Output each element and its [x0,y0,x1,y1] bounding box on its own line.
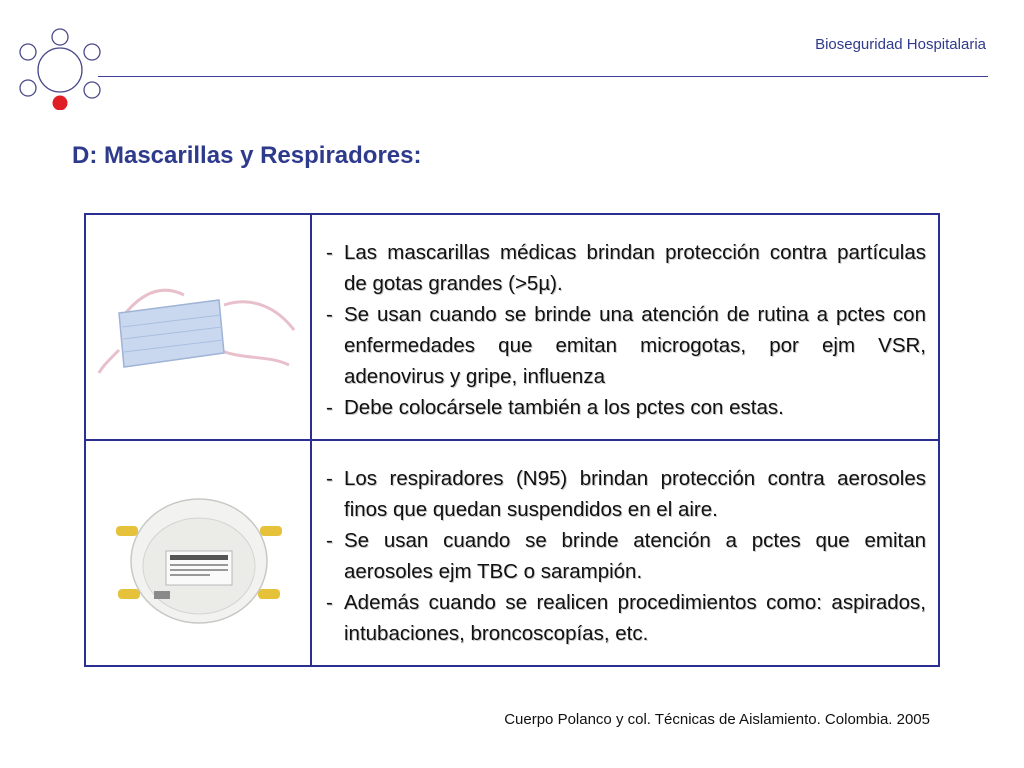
table-row [86,441,938,665]
text-cell [314,441,938,665]
list-item: - Las mascarillas médicas brindan protección contra partículas de gotas grandes (>5µ). [324,237,926,299]
list-item: - Se usan cuando se brinde una atención de rutina a pctes con enfermedades que emitan microgotas, por ejm VSR, adenovirus y gripe, influenza [324,299,926,392]
content-table [84,213,940,667]
surgical-mask-icon [94,275,304,395]
logo-circles-icon [0,0,110,110]
list-item: - Se usan cuando se brinde atención a pctes que emitan aerosoles ejm TBC o sarampión. [324,525,926,587]
slide-title: D: Mascarillas y Respiradores: [72,142,422,169]
image-cell [86,441,312,665]
image-cell [86,215,312,439]
text-cell [314,215,938,439]
table-row [86,215,938,441]
header-divider [98,76,988,77]
header-title: Bioseguridad Hospitalaria [815,36,986,53]
list-item: - Además cuando se realicen procedimientos como: aspirados, intubaciones, broncoscopías, etc. [324,587,926,649]
list-item: - Los respiradores (N95) brindan protección contra aerosoles finos que quedan suspendidos en el aire. [324,463,926,525]
list-item: - Debe colocársele también a los pctes con estas. [324,392,926,423]
n95-respirator-icon [114,481,284,631]
bullet-list [324,237,926,423]
bullet-list [324,463,926,649]
citation: Cuerpo Polanco y col. Técnicas de Aislamiento. Colombia. 2005 [504,711,930,728]
